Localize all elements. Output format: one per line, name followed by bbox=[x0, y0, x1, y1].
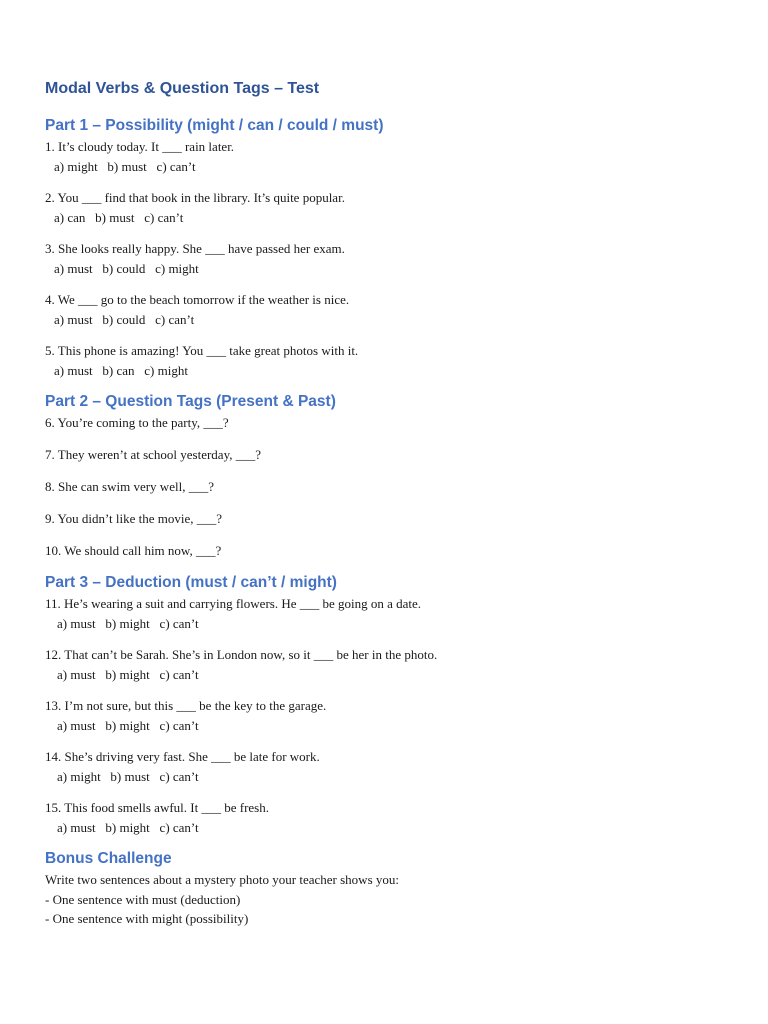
answer-options: a) must b) might c) can’t bbox=[57, 666, 199, 682]
bonus-heading: Bonus Challenge bbox=[45, 850, 172, 867]
bonus-section bbox=[45, 849, 735, 929]
question-1 bbox=[45, 137, 735, 176]
answer-options: a) must b) might c) can’t bbox=[57, 717, 199, 733]
question-text: 13. I’m not sure, but this ___ be the key to the garage. bbox=[45, 698, 327, 713]
question-text: 12. That can’t be Sarah. She’s in London now, so it ___ be her in the photo. bbox=[45, 647, 438, 662]
question-text: 3. She looks really happy. She ___ have passed her exam. bbox=[45, 241, 345, 256]
answer-options: a) might b) must c) can’t bbox=[54, 158, 196, 174]
part-2-section bbox=[45, 392, 735, 561]
question-text: 2. You ___ find that book in the library. It’s quite popular. bbox=[45, 190, 345, 205]
question-2 bbox=[45, 188, 735, 227]
question-text: 1. It’s cloudy today. It ___ rain later. bbox=[45, 139, 235, 154]
question-5 bbox=[45, 341, 735, 380]
part-1-heading: Part 1 – Possibility (might / can / could / must) bbox=[45, 117, 384, 134]
question-11 bbox=[45, 594, 735, 633]
answer-options: a) might b) must c) can’t bbox=[57, 768, 199, 784]
part-1-section bbox=[45, 116, 735, 380]
question-text: 14. She’s driving very fast. She ___ be late for work. bbox=[45, 749, 320, 764]
question-10: 10. We should call him now, ___? bbox=[45, 543, 222, 558]
question-6: 6. You’re coming to the party, ___? bbox=[45, 415, 229, 430]
question-8: 8. She can swim very well, ___? bbox=[45, 479, 214, 494]
question-text: 15. This food smells awful. It ___ be fresh. bbox=[45, 800, 269, 815]
bonus-item: - One sentence with might (possibility) bbox=[45, 911, 249, 926]
question-text: 5. This phone is amazing! You ___ take great photos with it. bbox=[45, 343, 359, 358]
answer-options: a) can b) must c) can’t bbox=[54, 209, 184, 225]
document-page bbox=[45, 78, 735, 929]
answer-options: a) must b) could c) might bbox=[54, 260, 199, 276]
question-13 bbox=[45, 696, 735, 735]
question-15 bbox=[45, 798, 735, 837]
answer-options: a) must b) could c) can’t bbox=[54, 311, 195, 327]
answer-options: a) must b) might c) can’t bbox=[57, 615, 199, 631]
question-text: 11. He’s wearing a suit and carrying flowers. He ___ be going on a date. bbox=[45, 596, 422, 611]
question-3 bbox=[45, 239, 735, 278]
question-7: 7. They weren’t at school yesterday, ___? bbox=[45, 447, 261, 462]
part-3-heading: Part 3 – Deduction (must / can’t / might) bbox=[45, 574, 337, 591]
question-12 bbox=[45, 645, 735, 684]
question-text: 4. We ___ go to the beach tomorrow if the weather is nice. bbox=[45, 292, 350, 307]
page-title: Modal Verbs & Question Tags – Test bbox=[45, 80, 320, 97]
question-9: 9. You didn’t like the movie, ___? bbox=[45, 511, 223, 526]
answer-options: a) must b) can c) might bbox=[54, 362, 188, 378]
answer-options: a) must b) might c) can’t bbox=[57, 819, 199, 835]
part-3-section bbox=[45, 573, 735, 837]
part-2-heading: Part 2 – Question Tags (Present & Past) bbox=[45, 393, 336, 410]
bonus-instruction: Write two sentences about a mystery photo your teacher shows you: bbox=[45, 872, 399, 887]
question-14 bbox=[45, 747, 735, 786]
bonus-item: - One sentence with must (deduction) bbox=[45, 891, 241, 907]
question-4 bbox=[45, 290, 735, 329]
